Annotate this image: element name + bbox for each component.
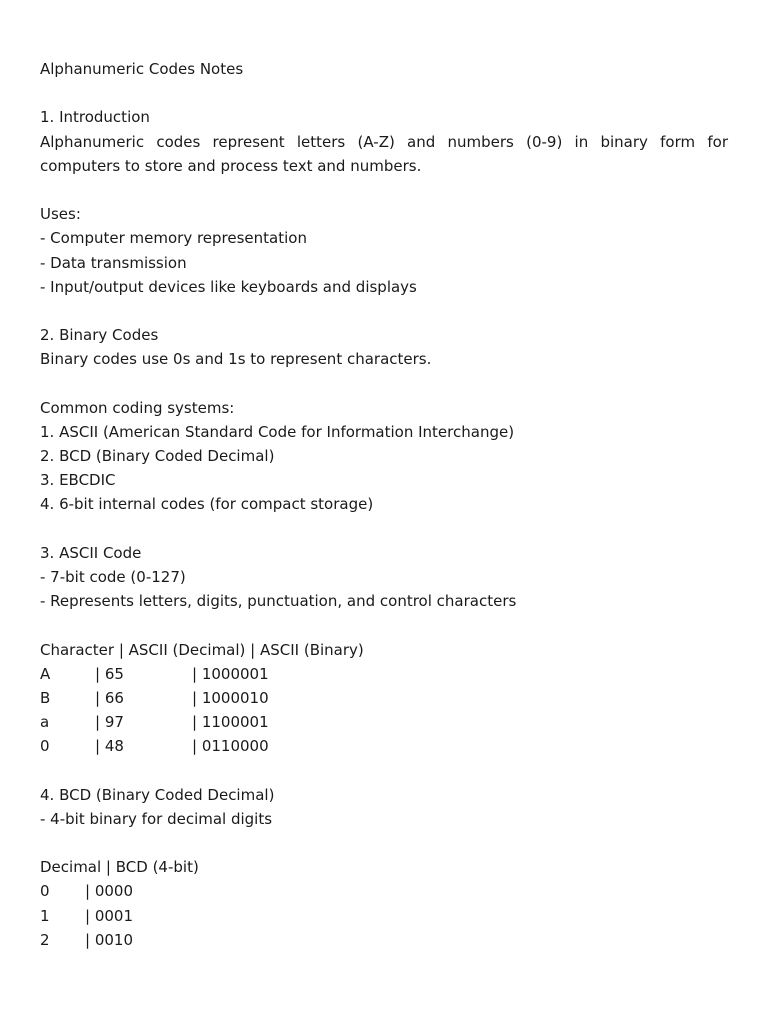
systems-label: Common coding systems: <box>40 398 235 417</box>
ascii-table-row <box>40 662 728 686</box>
intro-heading: 1. Introduction <box>40 108 150 127</box>
systems-item: 1. ASCII (American Standard Code for Information Interchange) <box>40 422 515 441</box>
intro-paragraph-line-1: Alphanumeric codes represent letters (A-Z) and numbers (0-9) in binary form for <box>40 132 728 151</box>
bcd-heading: 4. BCD (Binary Coded Decimal) <box>40 785 275 804</box>
bcd-code-cell: | 0000 <box>85 882 133 901</box>
bcd-decimal-cell: 0 <box>40 882 50 901</box>
ascii-binary-cell: | 0110000 <box>192 737 269 756</box>
bcd-table-row <box>40 879 728 903</box>
uses-item: - Data transmission <box>40 253 187 272</box>
uses-label: Uses: <box>40 205 81 224</box>
bcd-decimal-cell: 1 <box>40 906 50 925</box>
bcd-decimal-cell: 2 <box>40 930 50 949</box>
document-title: Alphanumeric Codes Notes <box>40 60 244 78</box>
ascii-binary-cell: | 1100001 <box>192 713 269 732</box>
ascii-binary-cell: | 1000010 <box>192 688 269 707</box>
ascii-point: - 7-bit code (0-127) <box>40 567 186 586</box>
systems-item: 3. EBCDIC <box>40 471 116 490</box>
bcd-table-row <box>40 904 728 928</box>
ascii-char-cell: A <box>40 664 51 683</box>
bcd-table-header: Decimal | BCD (4-bit) <box>40 858 199 877</box>
bcd-code-cell: | 0001 <box>85 906 133 925</box>
ascii-point: - Represents letters, digits, punctuation, and control characters <box>40 592 517 611</box>
ascii-decimal-cell: | 66 <box>95 688 124 707</box>
ascii-char-cell: B <box>40 688 51 707</box>
bcd-code-cell: | 0010 <box>85 930 133 949</box>
document-page <box>40 57 728 952</box>
bcd-point: - 4-bit binary for decimal digits <box>40 809 273 828</box>
ascii-table-row <box>40 710 728 734</box>
systems-item: 4. 6-bit internal codes (for compact storage) <box>40 495 374 514</box>
binary-heading: 2. Binary Codes <box>40 326 159 345</box>
ascii-binary-cell: | 1000001 <box>192 664 269 683</box>
bcd-table-row <box>40 928 728 952</box>
ascii-heading: 3. ASCII Code <box>40 543 142 562</box>
ascii-decimal-cell: | 48 <box>95 737 124 756</box>
ascii-decimal-cell: | 97 <box>95 713 124 732</box>
ascii-decimal-cell: | 65 <box>95 664 124 683</box>
uses-item: - Computer memory representation <box>40 229 307 248</box>
ascii-table-row <box>40 734 728 758</box>
uses-item: - Input/output devices like keyboards and displays <box>40 277 417 296</box>
ascii-char-cell: 0 <box>40 737 50 756</box>
ascii-table-header: Character | ASCII (Decimal) | ASCII (Binary) <box>40 640 364 659</box>
binary-paragraph: Binary codes use 0s and 1s to represent characters. <box>40 350 432 369</box>
ascii-char-cell: a <box>40 713 50 732</box>
systems-item: 2. BCD (Binary Coded Decimal) <box>40 447 275 465</box>
ascii-table-row <box>40 686 728 710</box>
intro-paragraph-line-2: computers to store and process text and numbers. <box>40 156 422 175</box>
